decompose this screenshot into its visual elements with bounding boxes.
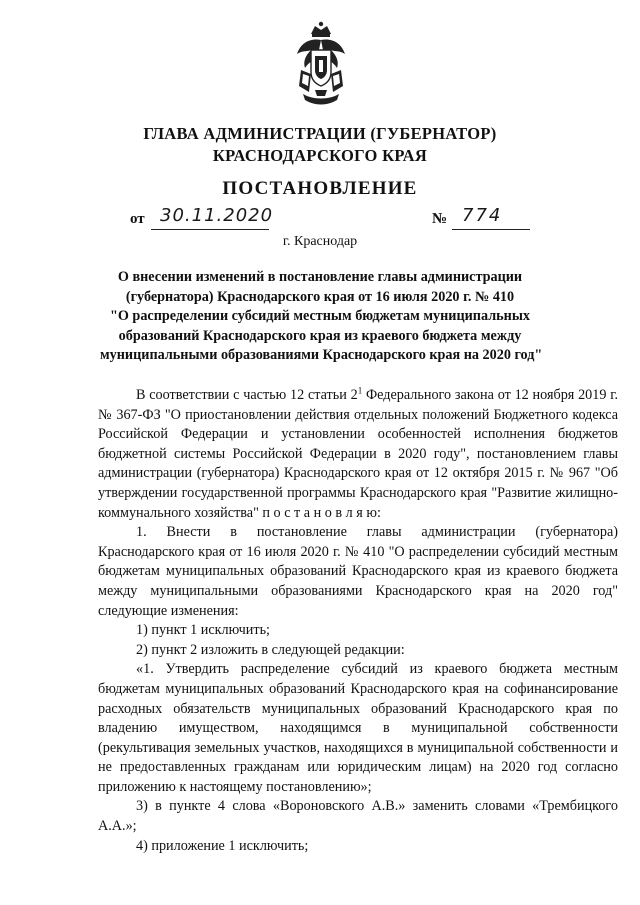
document-type-title: ПОСТАНОВЛЕНИЕ (222, 178, 418, 199)
quoted-clause: «1. Утвердить распределение субсидий из краевого бюджета местным бюджетам муниципальных образований Краснодарского края на софинансирование расходных обязательств муниципальных образований Краснодарского края по владению имуществом, находящимся в муниципальной собственности (рекультивация земельных участков, находящихся в муниципальной собственности и не предоставленных гражданам или юридическим лицам) на 2020 год согласно приложению к настоящему постановлению»; (98, 661, 618, 795)
clause-1-paragraph: 1. Внести в постановление главы администрации (губернатора) Краснодарского края от 16 июля 2020 г. № 410 "О распределении субсидий местным бюджетам муниципальных образований Краснодарского края из краевого бюджета между муниципальными образованиями Краснодарского края на 2020 год" следующие изменения: (98, 524, 618, 619)
date-label: от (130, 211, 145, 227)
date-underline (151, 229, 269, 230)
subject-line: образований Краснодарского края из краевого бюджета между (118, 327, 522, 344)
preamble-text-end: Федерального закона от 12 ноября 2019 г. № 367-ФЗ "О приостановлении действия отдельных положений Бюджетного кодекса Российской Федерации и установлении особенностей исполнения бюджетов бюджетной системы Российской Федерации в 2020 году", постановлением главы администрации (губернатора) Краснодарского края от 12 октября 2015 г. № 967 "Об утверждении государственной программы Краснодарского края "Развитие жилищно-коммунального хозяйства" п о с т а н о в л я ю: (98, 387, 618, 521)
authority-title-line2: КРАСНОДАРСКОГО КРАЯ (212, 146, 428, 165)
preamble-text-start: В соответствии с частью 12 статьи 2 (136, 387, 358, 403)
number-label: № (432, 211, 448, 227)
document-subject (100, 268, 543, 366)
handwritten-date: 30.11.2020 (160, 205, 274, 226)
subclause-3: 3) в пункте 4 слова «Вороновского А.В.» заменить словами «Трембицкого А.А.»; (98, 798, 618, 835)
subclause-1: 1) пункт 1 исключить; (136, 622, 270, 639)
authority-title-line1: ГЛАВА АДМИНИСТРАЦИИ (ГУБЕРНАТОР) (143, 124, 497, 143)
city-name: г. Краснодар (282, 234, 358, 249)
subject-line: О внесении изменений в постановление главы администрации (117, 269, 523, 285)
preamble-paragraph (98, 386, 618, 523)
superscript-one: 1 (357, 385, 363, 396)
subclause-4: 4) приложение 1 исключить; (136, 837, 309, 854)
document-body (98, 386, 618, 856)
subject-line: (губернатора) Краснодарского края от 16 июля 2020 г. № 410 (125, 288, 515, 305)
subject-line: муниципальными образованиями Краснодарского края на 2020 год" (100, 347, 543, 363)
date-number-row (0, 205, 640, 235)
number-underline (452, 229, 530, 230)
subject-line: "О распределении субсидий местным бюджетам муниципальных (109, 308, 531, 324)
subclause-2: 2) пункт 2 изложить в следующей редакции: (136, 641, 405, 658)
handwritten-number: 774 (462, 205, 503, 226)
coat-of-arms-emblem (293, 20, 349, 108)
